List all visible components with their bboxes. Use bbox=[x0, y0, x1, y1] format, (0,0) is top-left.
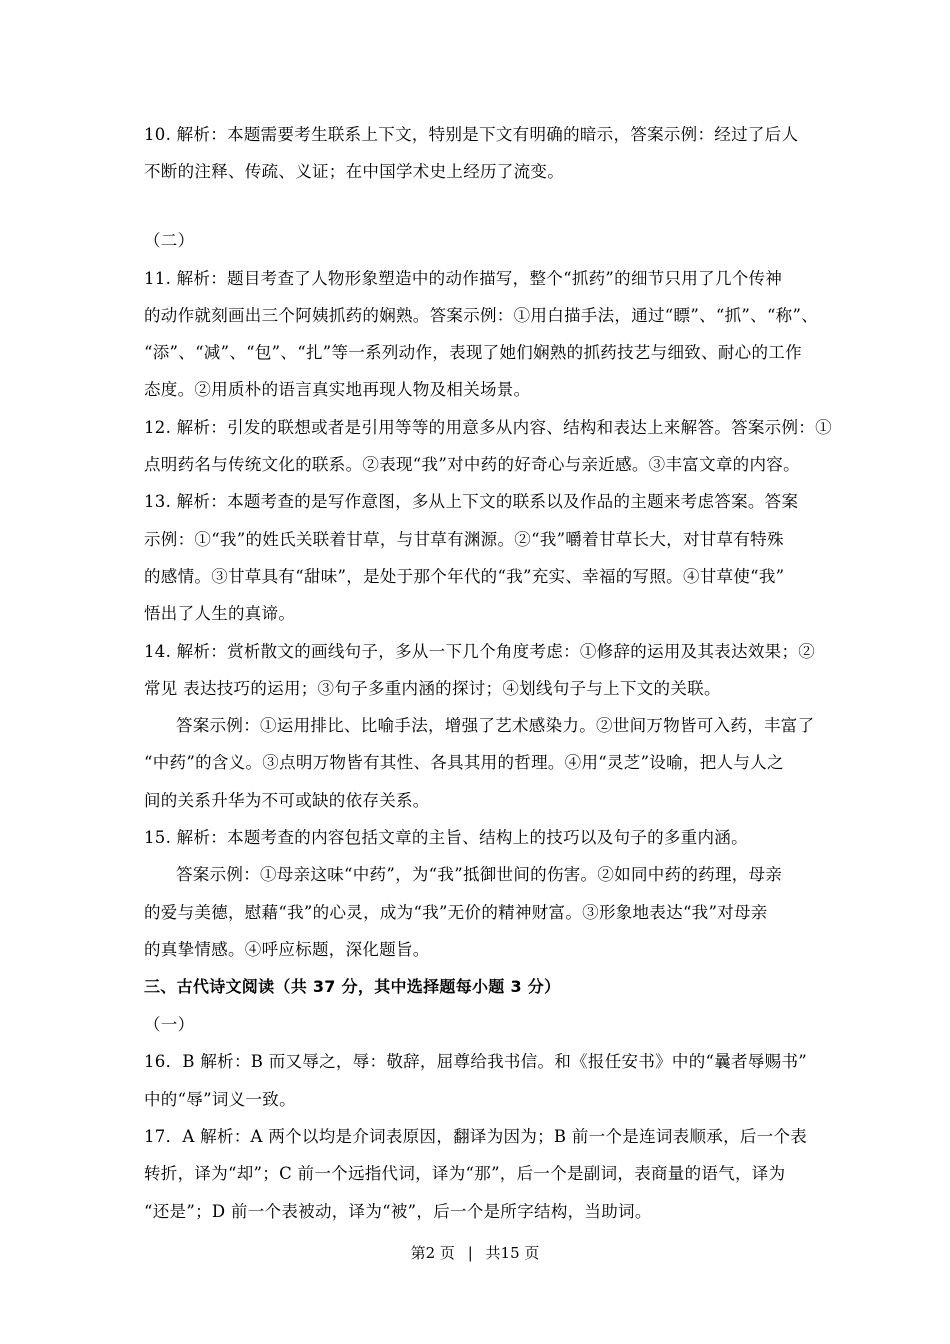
text-line: 17．A 解析：A 两个以均是介词表原因，翻译为因为；B 前一个是连词表顺承，后一个表 bbox=[144, 1127, 808, 1146]
text-line: “还是”；D 前一个表被动，译为“被”，后一个是所字结构，当助词。 bbox=[144, 1202, 652, 1221]
text-line: 示例：①“我”的姓氏关联着甘草，与甘草有渊源。②“我”嚼着甘草长大，对甘草有特殊 bbox=[144, 530, 784, 549]
text-line: 11. 解析：题目考查了人物形象塑造中的动作描写，整个“抓药”的细节只用了几个传神 bbox=[144, 269, 783, 288]
text-line: 态度。②用质朴的语言真实地再现人物及相关场景。 bbox=[144, 380, 531, 399]
text-line: 13. 解析：本题考查的是写作意图，多从上下文的联系以及作品的主题来考虑答案。答案 bbox=[144, 492, 799, 511]
page-total: 共15 页 bbox=[485, 1244, 540, 1262]
text-line: 点明药名与传统文化的联系。②表现“我”对中药的好奇心与亲近感。③丰富文章的内容。 bbox=[144, 455, 800, 474]
text-line: “中药”的含义。③点明万物皆有其性、各具其用的哲理。④用“灵芝”设喻，把人与人之 bbox=[144, 753, 784, 772]
text-line: 中的“辱”词义一致。 bbox=[144, 1090, 296, 1109]
page-number: 第2 页 bbox=[410, 1244, 455, 1262]
text-line: 的真挚情感。④呼应标题，深化题旨。 bbox=[144, 940, 430, 959]
text-line: 悟出了人生的真谛。 bbox=[144, 604, 296, 623]
text-line: 的感情。③甘草具有“甜味”，是处于那个年代的“我”充实、幸福的写照。④甘草使“我” bbox=[144, 567, 785, 586]
text-line: 10. 解析：本题需要考生联系上下文，特别是下文有明确的暗示，答案示例：经过了后人 bbox=[144, 125, 799, 144]
text-line: 的动作就刻画出三个阿姨抓药的娴熟。答案示例：①用白描手法，通过“瞟”、“抓”、“称”、 bbox=[144, 306, 819, 325]
section-heading: （二） bbox=[144, 231, 195, 250]
page-footer bbox=[0, 1243, 950, 1263]
text-line: 答案示例：①运用排比、比喻手法，增强了艺术感染力。②世间万物皆可入药，丰富了 bbox=[176, 716, 815, 735]
section-heading: （一） bbox=[144, 1015, 195, 1034]
text-line: “添”、“减”、“包”、“扎”等一系列动作，表现了她们娴熟的抓药技艺与细致、耐心的工作 bbox=[144, 343, 802, 362]
text-line: 15. 解析：本题考查的内容包括文章的主旨、结构上的技巧以及句子的多重内涵。 bbox=[144, 828, 748, 847]
text-line: 的爱与美德，慰藉“我”的心灵，成为“我”无价的精神财富。③形象地表达“我”对母亲 bbox=[144, 903, 768, 922]
text-line: 间的关系升华为不可或缺的依存关系。 bbox=[144, 791, 430, 810]
text-line: 14. 解析：赏析散文的画线句子，多从一下几个角度考虑：①修辞的运用及其表达效果；② bbox=[144, 642, 816, 661]
text-line: 常见 表达技巧的运用；③句子多重内涵的探讨；④划线句子与上下文的关联。 bbox=[144, 679, 721, 698]
text-line: 答案示例：①母亲这味“中药”，为“我”抵御世间的伤害。②如同中药的药理，母亲 bbox=[176, 865, 783, 884]
text-line: 12. 解析：引发的联想或者是引用等等的用意多从内容、结构和表达上来解答。答案示例：① bbox=[144, 418, 832, 437]
footer-separator: | bbox=[467, 1244, 473, 1262]
text-line: 转折，译为“却”；C 前一个远指代词，译为“那”，后一个是副词，表商量的语气，译为 bbox=[144, 1164, 786, 1183]
section-title: 三、古代诗文阅读（共 37 分，其中选择题每小题 3 分） bbox=[144, 977, 561, 996]
text-line: 16．B 解析：B 而又辱之，辱：敬辞，屈尊给我书信。和《报任安书》中的“曩者辱赐书” bbox=[144, 1052, 808, 1071]
text-line: 不断的注释、传疏、义证；在中国学术史上经历了流变。 bbox=[144, 162, 564, 181]
